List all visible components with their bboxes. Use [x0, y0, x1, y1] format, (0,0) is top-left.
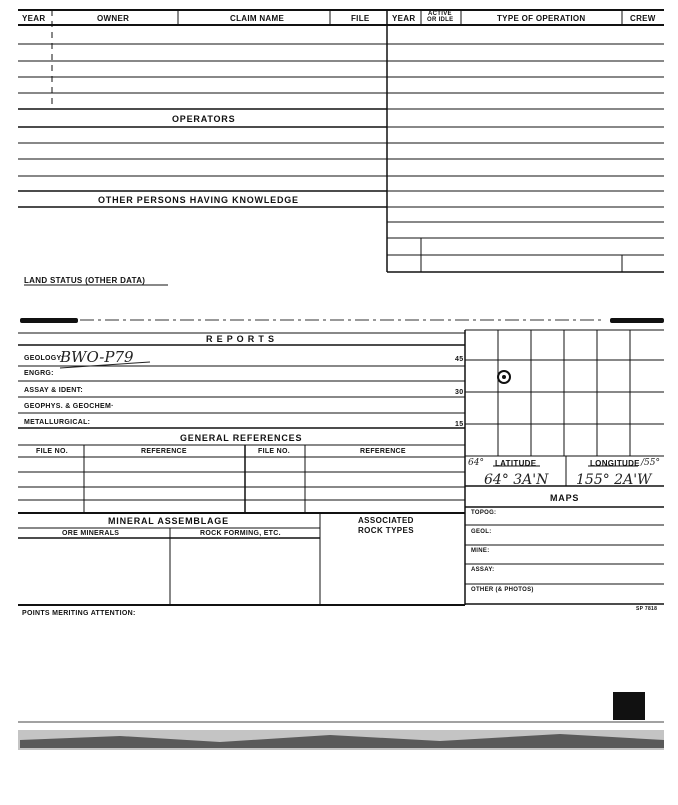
report-engrg-label: ENGRG:: [24, 370, 54, 377]
header-owner: OWNER: [97, 14, 130, 23]
header-type-of-operation: TYPE OF OPERATION: [497, 14, 586, 23]
report-geology-number: 45: [455, 356, 464, 363]
report-assay-number: 30: [455, 389, 464, 396]
report-geophys-label: GEOPHYS. & GEOCHEM·: [24, 403, 114, 410]
header-or-idle: OR IDLE: [427, 17, 454, 23]
other-persons-title: OTHER PERSONS HAVING KNOWLEDGE: [98, 195, 299, 205]
maps-assay-label: ASSAY:: [471, 567, 495, 573]
ore-minerals-header: ORE MINERALS: [62, 530, 120, 537]
operators-title: OPERATORS: [172, 114, 236, 124]
longitude-label: LONGITUDE: [590, 459, 640, 468]
general-references-title: GENERAL REFERENCES: [180, 433, 303, 443]
report-metallurgical-number: 15: [455, 421, 464, 428]
report-metallurgical-label: METALLURGICAL:: [24, 419, 91, 426]
latitude-label: LATITUDE: [495, 459, 537, 468]
rock-forming-header: ROCK FORMING, ETC.: [200, 530, 281, 537]
long-suffix-handwritten: /55°: [641, 458, 660, 468]
header-year-right: YEAR: [392, 14, 416, 23]
associated-label: ASSOCIATED: [358, 516, 414, 525]
points-meriting-label: POINTS MERITING ATTENTION:: [22, 610, 136, 617]
land-status-label: LAND STATUS (OTHER DATA): [24, 276, 146, 285]
form-number: SP 7818: [636, 606, 658, 612]
header-claim-name: CLAIM NAME: [230, 14, 285, 23]
maps-title: MAPS: [550, 493, 580, 503]
lat-prefix-handwritten: 64°: [468, 458, 484, 468]
longitude-value-handwritten: 155° 2A'W: [576, 472, 652, 488]
ref-header-reference-2: REFERENCE: [360, 448, 406, 455]
report-geology-handwritten: BWO-P79: [60, 348, 134, 366]
report-geology-label: GEOLOGY:: [24, 355, 64, 362]
rock-types-label: ROCK TYPES: [358, 526, 415, 535]
reports-title: R E P O R T S: [206, 334, 275, 344]
mineral-assemblage-title: MINERAL ASSEMBLAGE: [108, 516, 229, 526]
ref-header-file-no-2: FILE NO.: [258, 448, 290, 455]
ref-header-file-no-1: FILE NO.: [36, 448, 68, 455]
maps-mine-label: MINE:: [471, 548, 490, 554]
maps-geol-label: GEOL:: [471, 529, 492, 535]
header-crew: CREW: [630, 14, 656, 23]
header-active: ACTIVE: [428, 11, 452, 17]
report-assay-label: ASSAY & IDENT:: [24, 387, 84, 394]
header-year: YEAR: [22, 14, 46, 23]
latitude-value-handwritten: 64° 3A'N: [484, 472, 549, 488]
maps-topog-label: TOPOG:: [471, 510, 497, 516]
ref-header-reference-1: REFERENCE: [141, 448, 187, 455]
header-file: FILE: [351, 14, 370, 23]
maps-other-label: OTHER (& PHOTOS): [471, 587, 534, 593]
